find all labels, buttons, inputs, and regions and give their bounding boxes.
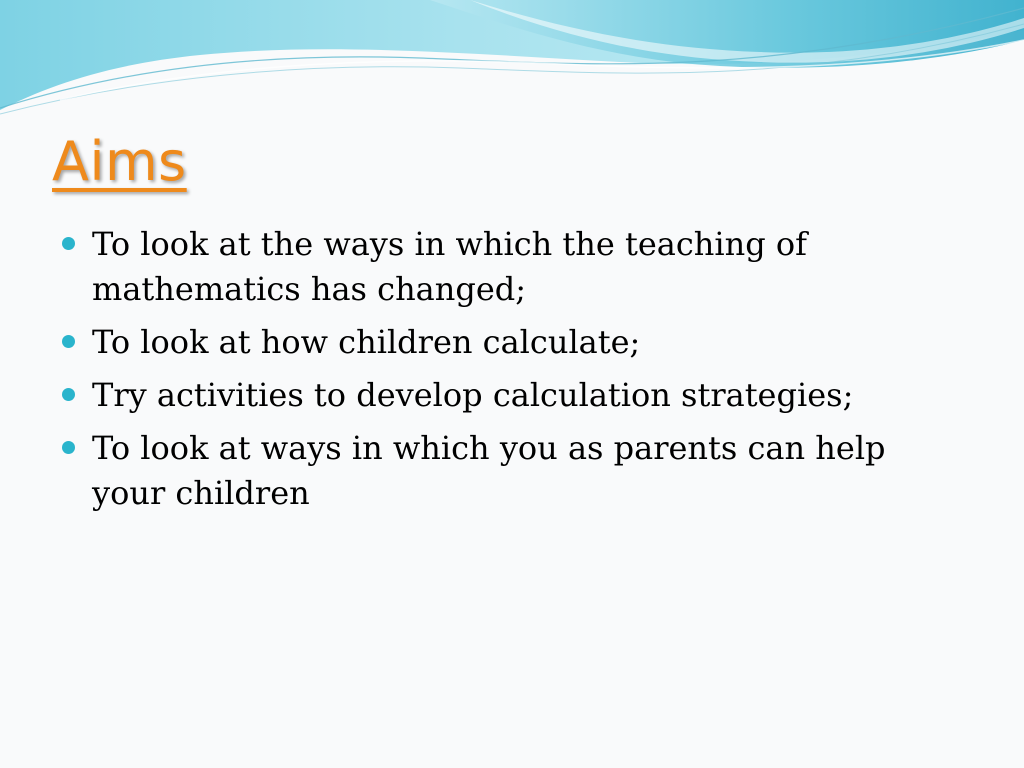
bullet-item-1 (62, 222, 962, 312)
bullet-item-2 (62, 320, 962, 365)
bullet-dot-icon (62, 237, 75, 250)
bullet-item-3 (62, 373, 962, 418)
bullet-text: Try activities to develop calculation strategies; (92, 376, 854, 414)
bullet-list (62, 222, 962, 524)
bullet-item-4 (62, 426, 962, 516)
decorative-wave-banner (0, 0, 1024, 130)
bullet-dot-icon (62, 388, 75, 401)
slide-title: Aims (52, 130, 187, 193)
bullet-dot-icon (62, 441, 75, 454)
bullet-text: To look at ways in which you as parents can help your children (92, 429, 886, 512)
bullet-text: To look at how children calculate; (92, 323, 641, 361)
bullet-dot-icon (62, 335, 75, 348)
bullet-text: To look at the ways in which the teaching of mathematics has changed; (92, 225, 807, 308)
